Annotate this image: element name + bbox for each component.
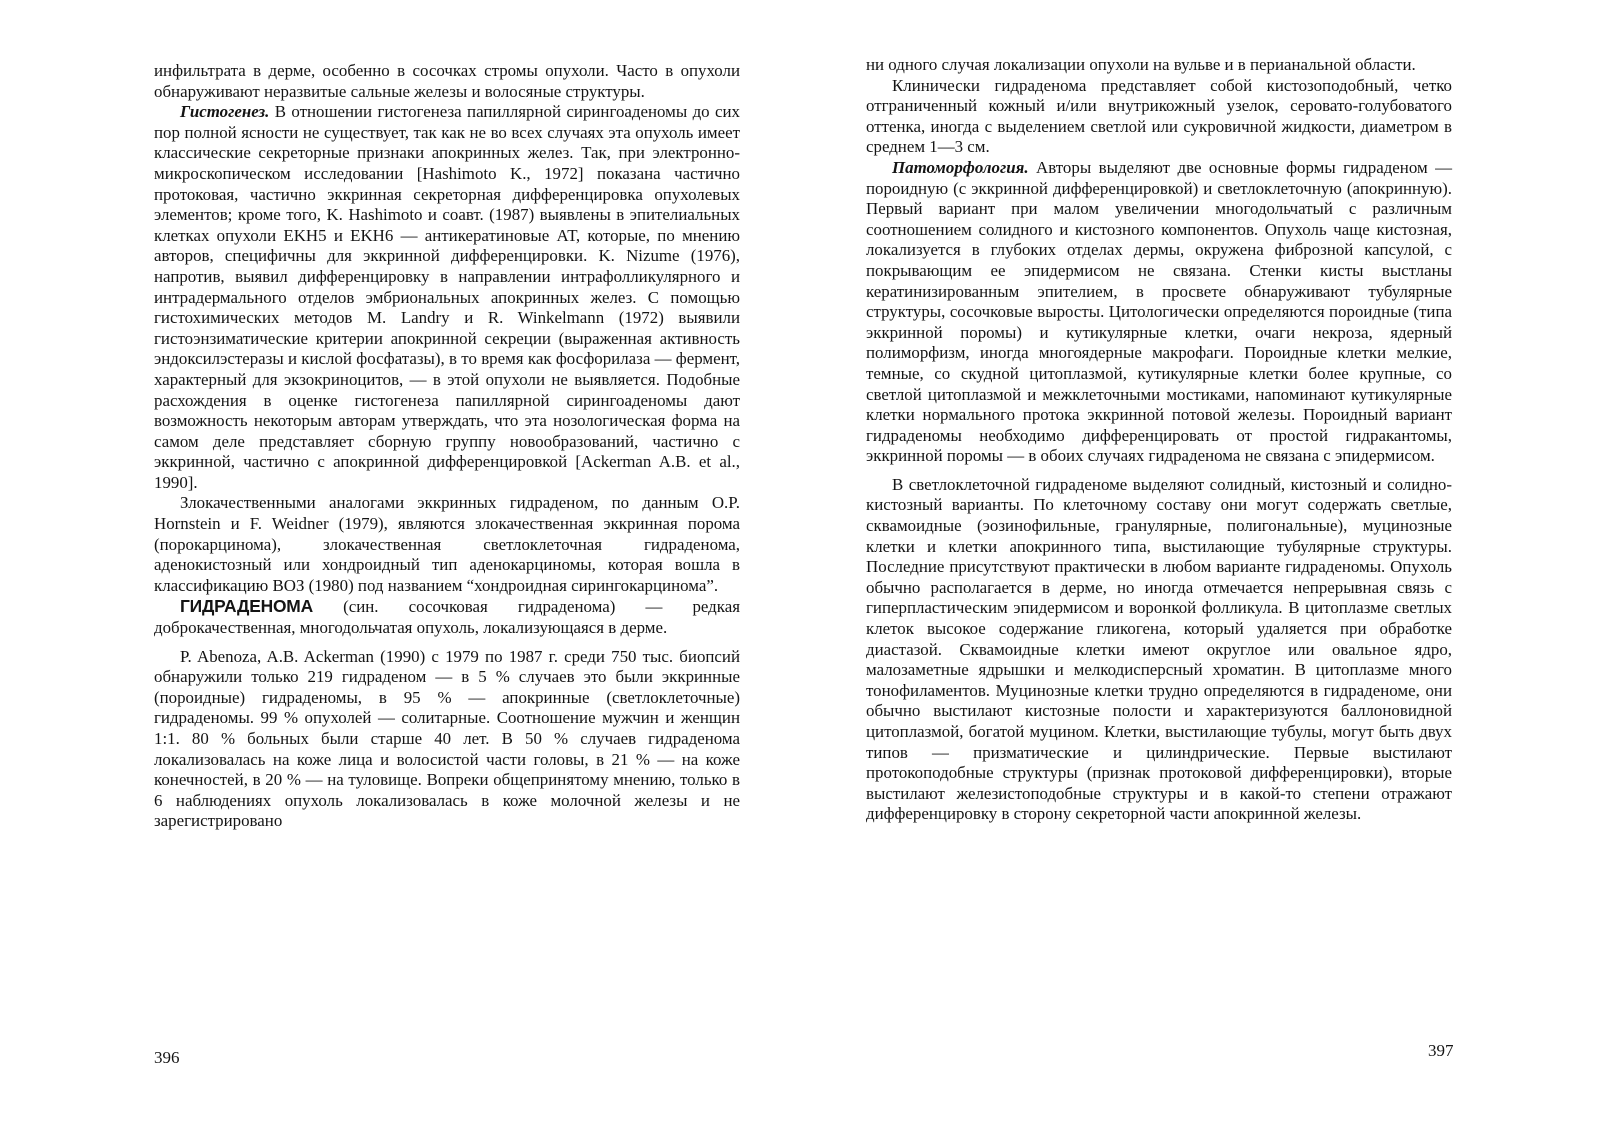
paragraph-text: Злокачественными аналогами эккринных гидраденом, по данным O.P. Hornstein и F. Weidner (1979), являются злокачественная эккринная порома (порокарцинома), злокачественная светлоклеточная гидраденома, аденокистозный или хондроидный тип аденокарциномы, которая вошла в классификацию ВОЗ (1980) под названием “хондроидная сирингокарцинома”. [154,493,740,595]
section-lead-pathomorphology: Патоморфология. [892,157,1029,177]
paragraph-text: В отношении гистогенеза папиллярной сирингоаденомы до сих пор полной ясности не существует, так как не во всех случаях эта опухоль имеет классические секреторные признаки апокринных желез. Так, при электронно-микроскопическом исследовании [Hashimoto K., 1972] показана частично протоковая, частично эккринная секреторная дифференцировка опухолевых элементов; кроме того, K. Hashimoto и соавт. (1987) выявлены в эпителиальных клетках опухоли EKH5 и EKH6 — антикератиновые АТ, которые, по мнению авторов, специфичны для эккринной дифференцировки. K. Nizume (1976), напротив, выявил дифференцировку в направлении интрафолликулярного и интрадермального отделов эмбриональных апокринных желез. С помощью гистохимических методов M. Landry и R. Winkelmann (1972) выявили гистоэнзиматические критерии апокринной секреции (выраженная активность эндоксилэстеразы и кислой фосфатазы), в то время как фосфорилаза — фермент, характерный для экзокриноцитов, — в этой опухоли не выявляется. Подобные расхождения в оценке гистогенеза папиллярной сирингоаденомы дают возможность некоторым авторам утверждать, что эта нозологическая форма на самом деле представляет сборную группу новообразований, частично с эккринной, частично с апокринной дифференцировкой [Ackerman A.B. et al., 1990]. [154,102,740,492]
paragraph [866,55,1452,76]
paragraph-text: P. Abenoza, A.B. Ackerman (1990) с 1979 по 1987 г. среди 750 тыс. биопсий обнаружили только 219 гидраденом — в 5 % случаев это были эккринные (пороидные) гидраденомы, в 95 % — апокринные (светлоклеточные) гидраденомы. 99 % опухолей — солитарные. Соотношение мужчин и женщин 1:1. 80 % больных были старше 40 лет. В 50 % случаев гидраденома локализовалась на коже лица и волосистой части головы, в 21 % — на коже конечностей, в 20 % — на туловище. Вопреки общепринятому мнению, только в 6 наблюдениях опухоль локализовалась в коже молочной железы и не зарегистрировано [154,646,740,831]
paragraph-text: (син. сосочковая гидраденома) — редкая доброкачественная, многодольчатая опухоль, локализующаяся в дерме. [154,597,740,638]
left-page-text-column [154,61,740,832]
paragraph [154,647,740,832]
paragraph-text: В светлоклеточной гидраденоме выделяют солидный, кистозный и солидно-кистозный варианты. По клеточному составу они могут содержать светлые, сквамоидные (эозинофильные, гранулярные, полигональные), муцинозные клетки и клетки апокринного типа, выстилающие тубулярные структуры. Последние присутствуют практически в любом варианте гидраденомы. Опухоль обычно располагается в дерме, но иногда отмечается непрерывная связь с гиперпластическим эпидермисом и воронкой фолликула. В цитоплазме светлых клеток высокое содержание гликогена, который удаляется при обработке диастазой. Сквамоидные клетки имеют округлое или овальное ядро, малозаметные ядрышки и мелкодисперсный хроматин. В цитоплазме много тонофиламентов. Муцинозные клетки трудно определяются в гидраденоме, они обычно выстилают кистозные полости и характеризуются баллоновидной цитоплазмой, богатой муцином. Клетки, выстилающие тубулы, могут быть двух типов — призматические и цилиндрические. Первые выстилают протокоподобные структуры (признак протоковой дифференцировки), вторые выстилают железистоподобные структуры и в какой-то степени отражают дифференцировку в сторону секреторной части апокринной железы. [866,474,1452,824]
paragraph-text: Клинически гидраденома представляет собой кистозоподобный, четко отграниченный кожный и/или внутрикожный узелок, серовато-голубоватого оттенка, иногда с выделением светлой или сукровичной жидкости, диаметром в среднем 1—3 см. [866,75,1452,157]
paragraph [154,61,740,102]
term-heading-hidradenoma: ГИДРАДЕНОМА [180,596,313,617]
section-lead-histogenesis: Гистогенез. [180,102,270,122]
paragraph-pathomorphology [866,158,1452,467]
paragraph [866,76,1452,158]
paragraph-histogenesis [154,102,740,493]
paragraph-text: Авторы выделяют две основные формы гидраденом — пороидную (с эккринной дифференцировкой) и светлоклеточную (апокринную). Первый вариант при малом увеличении многодольчатый с различным соотношением солидного и кистозного компонентов. Опухоль чаще кистозная, локализуется в глубоких отделах дермы, окружена фиброзной капсулой, с покрывающим ее эпидермисом не связана. Стенки кисты выстланы кератинизированным эпителием, в просвете обнаруживают тубулярные структуры, сосочковые выросты. Цитологически определяются пороидные (типа эккринной поромы) и кутикулярные клетки, очаги некроза, ядерный полиморфизм, иногда многоядерные макрофаги. Пороидные клетки мелкие, темные, со скудной цитоплазмой, кутикулярные клетки более крупные, со светлой цитоплазмой и межклеточными мостиками, напоминают кутикулярные клетки нормального протока эккринной потовой железы. Пороидный вариант гидраденомы необходимо дифференцировать от простой гидракантомы, эккринной поромы — в обоих случаях гидраденома не связана с эпидермисом. [866,157,1452,466]
paragraph-text: ни одного случая локализации опухоли на вульве и в перианальной области. [866,55,1416,74]
paragraph [866,475,1452,825]
right-page-text-column [866,55,1452,825]
page-number-right: 397 [1428,1041,1454,1060]
right-page [800,0,1600,1132]
page-number-left: 396 [154,1048,180,1067]
paragraph-hidradenoma [154,596,740,638]
paragraph [154,493,740,596]
paragraph-text: инфильтрата в дерме, особенно в сосочках стромы опухоли. Часто в опухоли обнаруживают неразвитые сальные железы и волосяные структуры. [154,61,740,101]
